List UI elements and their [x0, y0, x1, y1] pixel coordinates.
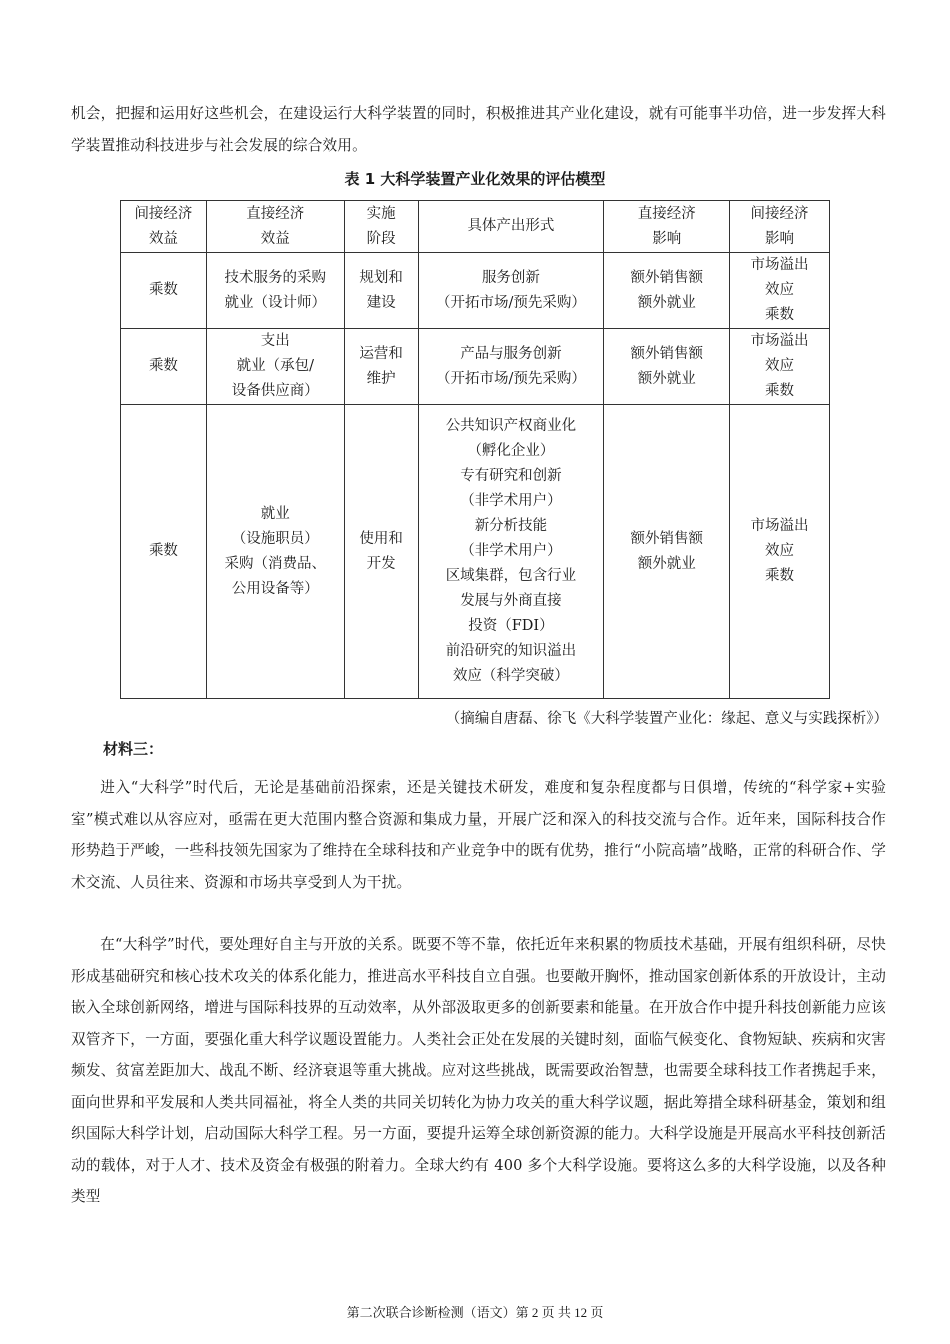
cell-text: 规划和 — [359, 269, 403, 286]
table-cell — [206, 329, 344, 405]
table-cell — [418, 405, 604, 699]
intro-paragraph: 机会，把握和运用好这些机会，在建设运行大科学装置的同时，积极推进其产业化建设，就有可能事半功倍，进一步发挥大科学装置推动科技进步与社会发展的综合效用。 — [71, 105, 886, 154]
table-cell — [604, 405, 730, 699]
header-text: 阶段 — [366, 230, 396, 247]
cell-text: 服务创新 — [481, 269, 540, 286]
cell-text: （非学术用户） — [460, 493, 562, 509]
table-title: 表 1 大科学装置产业化效果的评估模型 — [344, 170, 606, 188]
page-footer: 第二次联合诊断检测（语文）第 2 页 共 12 页 — [346, 1305, 604, 1320]
cell-text: 技术服务的采购 — [224, 269, 327, 286]
material-three-heading: 材料三： — [103, 740, 164, 758]
cell-text: 就业 — [260, 505, 290, 522]
table-cell — [206, 405, 344, 699]
cell-text: 乘数 — [765, 383, 795, 399]
cell-text: 额外销售额 — [630, 530, 703, 547]
table-cell — [730, 329, 830, 405]
header-text: 直接经济 — [246, 205, 305, 222]
cell-text: （非学术用户） — [460, 543, 562, 559]
cell-text: 开发 — [366, 555, 396, 572]
cell-text: 额外就业 — [637, 294, 696, 311]
cell-text: 市场溢出 — [750, 257, 809, 273]
cell-text: 额外就业 — [637, 370, 696, 387]
table-cell — [604, 253, 730, 329]
cell-text: 乘数 — [148, 282, 178, 298]
table-header-row — [121, 201, 830, 253]
cell-text: 额外销售额 — [630, 269, 703, 286]
table-row — [121, 405, 830, 699]
header-text: 间接经济 — [134, 205, 193, 222]
source-note: （摘编自唐磊、徐飞《大科学装置产业化：缘起、意义与实践探析》） — [445, 711, 888, 727]
cell-text: 额外就业 — [637, 555, 696, 572]
table-header-cell — [730, 201, 830, 253]
cell-text: 专有研究和创新 — [460, 468, 562, 484]
header-text: 间接经济 — [750, 205, 809, 222]
table-cell — [418, 329, 604, 405]
cell-text: 乘数 — [148, 543, 178, 559]
cell-text: 公共知识产权商业化 — [445, 418, 577, 434]
cell-text: 投资（FDI） — [468, 618, 554, 634]
cell-text: 维护 — [366, 370, 396, 387]
cell-text: 建设 — [366, 294, 396, 311]
table-row — [121, 329, 830, 405]
cell-text: （开拓市场/预先采购） — [435, 294, 586, 311]
table-header-cell — [344, 201, 418, 253]
cell-text: 就业（承包/ — [236, 358, 314, 374]
cell-text: 就业（设计师） — [224, 294, 327, 311]
cell-text: 产品与服务创新 — [460, 345, 562, 362]
cell-text: 乘数 — [765, 307, 795, 323]
table-cell — [730, 405, 830, 699]
header-text: 影响 — [652, 230, 682, 247]
cell-text: 新分析技能 — [474, 518, 548, 534]
table-cell — [121, 253, 207, 329]
table-cell — [730, 253, 830, 329]
header-text: 效益 — [148, 230, 178, 247]
cell-text: 效应（科学突破） — [452, 668, 569, 684]
table-header-cell — [418, 201, 604, 253]
cell-text: 区域集群，包含行业 — [445, 568, 577, 584]
cell-text: （设施职员） — [231, 530, 319, 547]
table-cell — [344, 329, 418, 405]
table-cell — [344, 253, 418, 329]
cell-text: 额外销售额 — [630, 345, 703, 362]
table-header-cell — [121, 201, 207, 253]
cell-text: 效应 — [765, 282, 795, 298]
paragraph-1: 进入“大科学”时代后，无论是基础前沿探索，还是关键技术研发，难度和复杂程度都与日俱增，传统的“科学家+实验室”模式难以从容应对，亟需在更大范围内整合资源和集成力量，开展广泛和深入的科技交流与合作。近年来，国际科技合作形势趋于严峻，一些科技领先国家为了维持在全球科技和产业竞争中的既有优势，推行“小院高墙”战略，正常的科研合作、学术交流、人员往来、资源和市场共享受到人为干扰。 — [71, 779, 886, 891]
cell-text: 效应 — [765, 358, 795, 374]
cell-text: 支出 — [260, 333, 290, 349]
header-text: 影响 — [765, 230, 795, 247]
table-header-cell — [604, 201, 730, 253]
cell-text: 市场溢出 — [750, 333, 809, 349]
evaluation-model-table — [120, 200, 830, 699]
cell-text: 乘数 — [765, 568, 795, 584]
cell-text: 效应 — [765, 543, 795, 559]
table-cell — [344, 405, 418, 699]
cell-text: 前沿研究的知识溢出 — [445, 643, 577, 659]
header-text: 实施 — [366, 205, 396, 222]
cell-text: 发展与外商直接 — [460, 593, 562, 609]
table-cell — [206, 253, 344, 329]
header-text: 效益 — [260, 230, 290, 247]
cell-text: 运营和 — [359, 345, 403, 362]
table-cell — [604, 329, 730, 405]
cell-text: 采购（消费品、 — [224, 555, 327, 572]
header-text: 直接经济 — [637, 205, 696, 222]
cell-text: 公用设备等） — [231, 580, 319, 597]
table-cell — [121, 329, 207, 405]
table-header-cell — [206, 201, 344, 253]
cell-text: （开拓市场/预先采购） — [435, 370, 586, 387]
cell-text: 设备供应商） — [231, 383, 319, 399]
cell-text: 乘数 — [148, 358, 178, 374]
cell-text: 市场溢出 — [750, 518, 809, 534]
header-text: 具体产出形式 — [467, 218, 555, 234]
table-cell — [418, 253, 604, 329]
cell-text: 使用和 — [359, 530, 403, 547]
cell-text: （孵化企业） — [467, 443, 555, 459]
table-row — [121, 253, 830, 329]
table-cell — [121, 405, 207, 699]
paragraph-2: 在“大科学”时代，要处理好自主与开放的关系。既要不等不靠，依托近年来积累的物质技术基础，开展有组织科研，尽快形成基础研究和核心技术攻关的体系化能力，推进高水平科技自立自强。也要敞开胸怀，推动国家创新体系的开放设计，主动嵌入全球创新网络，增进与国际科技界的互动效率，从外部汲取更多的创新要素和能量。在开放合作中提升科技创新能力应该双管齐下，一方面，要强化重大科学议题设置能力。人类社会正处在发展的关键时刻，面临气候变化、食物短缺、疾病和灾害频发、贫富差距加大、战乱不断、经济衰退等重大挑战。应对这些挑战，既需要政治智慧，也需要全球科技工作者携起手来，面向世界和平发展和人类共同福祉，将全人类的共同关切转化为协力攻关的重大科学议题，据此筹措全球科研基金，策划和组织国际大科学计划，启动国际大科学工程。另一方面，要提升运筹全球创新资源的能力。大科学设施是开展高水平科技创新活动的载体，对于人才、技术及资金有极强的附着力。全球大约有 400 多个大科学设施。要将这么多的大科学设施，以及各种类型 — [71, 936, 886, 1205]
